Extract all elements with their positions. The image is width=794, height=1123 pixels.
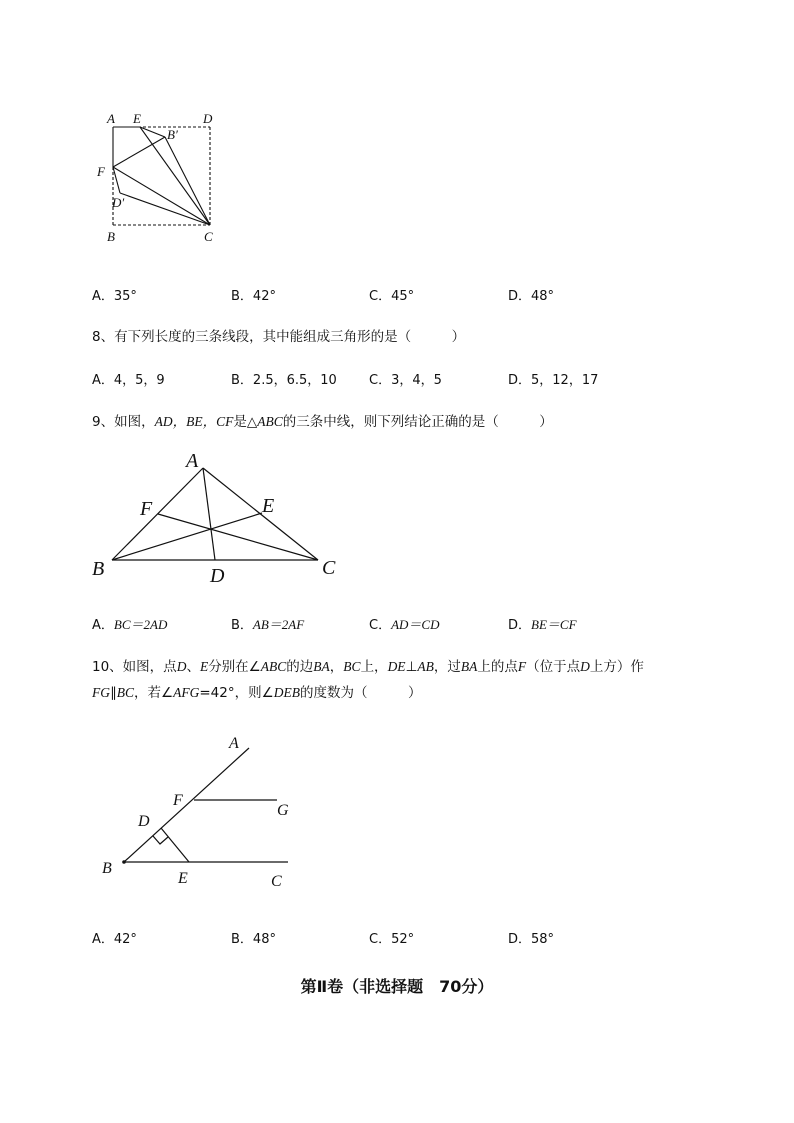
q7-option-c[interactable]: C．45° bbox=[369, 289, 415, 304]
q10-text: 分别在∠ bbox=[208, 659, 261, 675]
label-D: D bbox=[210, 565, 225, 587]
q10-stem-line2 bbox=[92, 681, 421, 701]
q10-math: AFG bbox=[173, 685, 200, 700]
q10-text: 上方）作 bbox=[589, 659, 644, 675]
q10-text: （位于点 bbox=[526, 659, 581, 675]
figure-angle-parallel bbox=[96, 730, 306, 895]
q10-text: ，过 bbox=[433, 659, 461, 675]
q9-stem-prefix: 9、如图， bbox=[92, 414, 155, 430]
label-C: C bbox=[204, 229, 213, 244]
q10-option-a[interactable]: A．42° bbox=[92, 932, 137, 947]
q7-option-b[interactable]: B．42° bbox=[231, 289, 276, 304]
q8-option-c[interactable]: C．3，4，5 bbox=[369, 373, 442, 388]
q10-text: ∥ bbox=[110, 685, 117, 701]
q10-option-b[interactable]: B．48° bbox=[231, 932, 276, 947]
label-D: D bbox=[203, 111, 213, 126]
q9-option-c[interactable] bbox=[369, 614, 439, 633]
q10-text: ⊥ bbox=[405, 659, 418, 675]
label-A: A bbox=[186, 450, 199, 472]
q9-stem-lines: AD，BE，CF bbox=[154, 414, 234, 429]
q10-math: BC bbox=[116, 685, 135, 700]
q9-option-d-expr: BE＝CF bbox=[531, 617, 577, 632]
q9-option-a-expr: BC＝2AD bbox=[113, 617, 168, 632]
q10-math: AB bbox=[417, 659, 434, 674]
q10-math: E bbox=[199, 659, 209, 674]
q10-text: ，若∠ bbox=[134, 685, 174, 701]
q10-math: D bbox=[176, 659, 187, 674]
figure-folded-square bbox=[90, 105, 230, 250]
q9-stem-suffix: 的三条中线，则下列结论正确的是（ ） bbox=[282, 414, 553, 430]
q10-math: FG bbox=[92, 685, 110, 700]
q10-math: DEB bbox=[273, 685, 300, 700]
q10-math: DE bbox=[387, 659, 406, 674]
label-E: E bbox=[262, 495, 275, 517]
q7-option-d[interactable]: D．48° bbox=[508, 289, 555, 304]
label-B: B bbox=[102, 860, 112, 877]
q10-text: 、 bbox=[186, 659, 200, 675]
q10-text: 的度数为（ ） bbox=[299, 685, 422, 701]
label-F: F bbox=[173, 792, 183, 809]
q9-option-b-expr: AB＝2AF bbox=[252, 617, 305, 632]
q10-math: D bbox=[580, 659, 590, 674]
q8-option-b[interactable]: B．2.5，6.5，10 bbox=[231, 373, 337, 388]
label-G: G bbox=[277, 802, 289, 819]
q10-text: =42°，则∠ bbox=[199, 685, 274, 701]
q10-math: BA bbox=[313, 659, 330, 674]
q8-option-a[interactable]: A．4，5，9 bbox=[92, 373, 165, 388]
q9-option-c-expr: AD＝CD bbox=[391, 617, 440, 632]
label-B-prime: B′ bbox=[167, 127, 178, 142]
label-E: E bbox=[133, 111, 141, 126]
label-D-prime: D′ bbox=[112, 195, 125, 210]
q10-text: ， bbox=[329, 659, 344, 675]
label-A: A bbox=[229, 735, 239, 752]
label-B: B bbox=[92, 558, 105, 580]
q10-math: BC bbox=[343, 659, 361, 674]
q10-text: 上的点 bbox=[477, 659, 518, 675]
section-title: 第Ⅱ卷（非选择题 70分） bbox=[300, 977, 494, 996]
q10-text: 上， bbox=[360, 659, 388, 675]
label-B: B bbox=[107, 229, 115, 244]
label-D: D bbox=[138, 813, 150, 830]
label-F: F bbox=[97, 164, 105, 179]
q9-stem-tri: ABC bbox=[257, 414, 283, 429]
q10-option-c[interactable]: C．52° bbox=[369, 932, 415, 947]
q9-option-d[interactable] bbox=[508, 614, 577, 633]
figure-triangle-medians bbox=[88, 448, 348, 588]
label-C: C bbox=[322, 557, 336, 579]
q10-text: 的边 bbox=[286, 659, 314, 675]
q7-option-a[interactable]: A．35° bbox=[92, 289, 137, 304]
q10-option-d[interactable]: D．58° bbox=[508, 932, 555, 947]
q9-option-a-letter: A． bbox=[92, 618, 114, 633]
q10-math: BA bbox=[460, 659, 478, 674]
q9-option-a[interactable] bbox=[92, 614, 167, 633]
q9-option-c-letter: C． bbox=[369, 618, 392, 633]
q10-stem-line1 bbox=[92, 655, 644, 675]
q9-stem-mid: 是△ bbox=[233, 414, 258, 430]
q9-option-b[interactable] bbox=[231, 614, 304, 633]
q10-math: F bbox=[517, 659, 527, 674]
q10-math: ABC bbox=[260, 659, 287, 674]
label-F: F bbox=[140, 498, 153, 520]
q10-text: 10、如图，点 bbox=[92, 659, 177, 675]
q9-option-b-letter: B． bbox=[231, 618, 253, 633]
label-E: E bbox=[178, 870, 188, 887]
q9-option-d-letter: D． bbox=[508, 618, 532, 633]
label-A: A bbox=[107, 111, 115, 126]
q9-stem bbox=[92, 410, 553, 430]
q8-stem: 8、有下列长度的三条线段，其中能组成三角形的是（ ） bbox=[92, 329, 466, 345]
label-C: C bbox=[271, 873, 282, 890]
q8-option-d[interactable]: D．5，12，17 bbox=[508, 373, 599, 388]
